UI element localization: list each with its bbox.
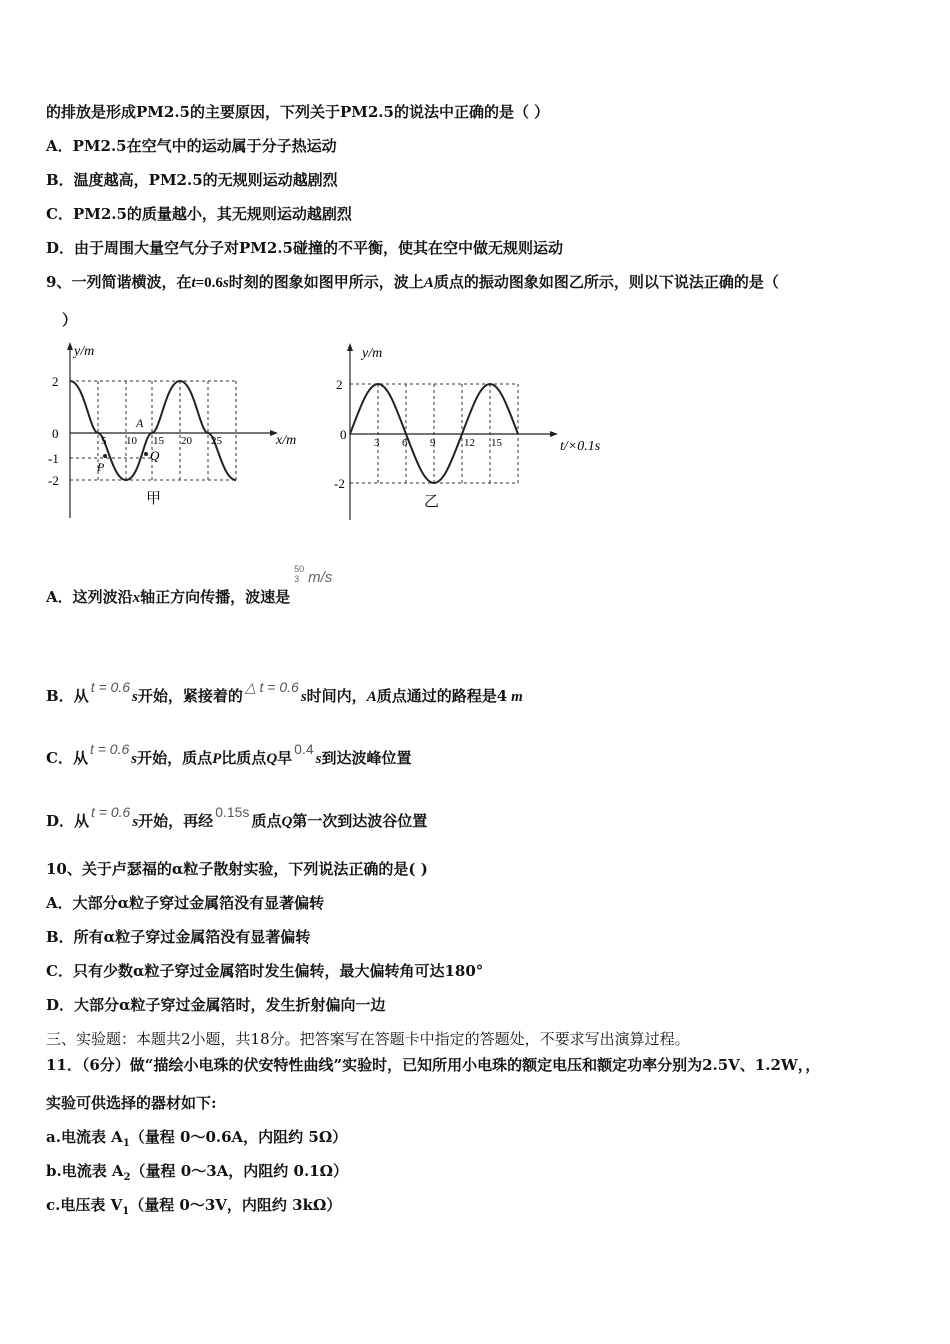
- yi-xtick-15: 15: [491, 437, 502, 449]
- section-3-heading: 三、实验题：本题共2小题，共18分。把答案写在答题卡中指定的答题处，不要求写出演算过程。: [46, 1030, 690, 1048]
- q8-option-b: B．温度越高，PM2.5的无规则运动越剧烈: [46, 171, 338, 189]
- item-post: （量程 0～3A，内阻约 0.1Ω）: [130, 1162, 348, 1180]
- q9-opt-c-mid: 开始，质点: [137, 749, 213, 767]
- q9-opt-b-t2: △ t = 0.6: [244, 679, 299, 695]
- fraction-unit: m/s: [308, 569, 333, 586]
- q9-opt-d-Q: Q: [281, 814, 293, 830]
- jia-label-p: P: [97, 460, 105, 474]
- q9-opt-c-label: C．从: [46, 749, 88, 767]
- yi-ytick-0: 0: [340, 427, 347, 442]
- q10-option-b: B．所有α粒子穿过金属箔没有显著偏转: [46, 928, 311, 946]
- q11-stem-2: 实验可供选择的器材如下:: [46, 1094, 217, 1112]
- jia-ytick-neg1: -1: [48, 451, 59, 466]
- q9-opt-c-mid3: 早: [277, 749, 293, 767]
- jia-caption: 甲: [146, 491, 162, 507]
- jia-xtick-5: 5: [101, 435, 107, 447]
- item-post: （量程 0～3V，内阻约 3kΩ）: [129, 1196, 342, 1214]
- yi-xtick-3: 3: [374, 437, 380, 449]
- jia-ylabel: y/m: [74, 344, 95, 359]
- q9-opt-d-end2: 第一次到达波谷位置: [292, 812, 428, 830]
- yi-xtick-9: 9: [430, 437, 436, 449]
- q9-opt-c-s1: s: [131, 751, 138, 767]
- q8-option-d: D．由于周围大量空气分子对PM2.5碰撞的不平衡，使其在空中做无规则运动: [46, 239, 563, 257]
- jia-xtick-15: 15: [153, 435, 164, 447]
- jia-xtick-10: 10: [126, 435, 137, 447]
- q9-opt-a-x: x: [132, 590, 141, 606]
- q9-opt-b-label: B．从: [46, 687, 89, 705]
- item-pre: b.电流表 A: [46, 1162, 124, 1180]
- q8-option-a: A．PM2.5在空气中的运动属于分子热运动: [46, 137, 337, 155]
- jia-wave-curve: [70, 381, 236, 480]
- jia-label-q: Q: [150, 448, 160, 463]
- q9-option-c: [46, 741, 412, 769]
- figure-yi: [330, 338, 630, 528]
- q9-opt-d-s1: s: [132, 814, 139, 830]
- q9-opt-d-t1: t = 0.6: [91, 804, 131, 820]
- q9-opt-b-end: 质点通过的路程是4: [376, 687, 508, 705]
- q9-stem-s: s: [222, 275, 229, 291]
- q9-opt-c-P: P: [212, 751, 222, 767]
- q9-opt-d-label: D．从: [46, 812, 90, 830]
- q9-opt-c-Q: Q: [266, 751, 278, 767]
- point-q: [144, 452, 148, 456]
- jia-ytick-0: 0: [52, 426, 59, 441]
- q9-opt-c-t1: t = 0.6: [89, 741, 130, 757]
- q9-opt-a-mid: 轴正方向传播，波速是: [140, 588, 291, 606]
- q9-opt-c-end: 到达波峰位置: [321, 749, 412, 767]
- q9-opt-d-v: 0.15s: [215, 804, 250, 820]
- q9-opt-d-mid: 开始，再经: [138, 812, 214, 830]
- jia-xtick-20: 20: [181, 435, 192, 447]
- q9-opt-a-fraction: [294, 564, 333, 586]
- q10-stem: 10、关于卢瑟福的α粒子散射实验，下列说法正确的是( ): [46, 860, 428, 878]
- q9-opt-b-s2: s: [300, 689, 307, 705]
- q9-stem-close: ）: [62, 311, 78, 329]
- q9-stem-A: A: [423, 275, 434, 291]
- q10-option-a: A．大部分α粒子穿过金属箔没有显著偏转: [46, 894, 325, 912]
- q9-option-a: [46, 564, 333, 608]
- q9-stem-b: 时刻的图象如图甲所示，波上: [228, 273, 424, 291]
- q9-opt-b-m: m: [511, 689, 523, 705]
- q9-stem-a: 一列简谐横波，在: [71, 273, 192, 291]
- q9-opt-b-t1: t = 0.6: [90, 679, 130, 695]
- yi-xlabel: t/×0.1s: [560, 439, 601, 454]
- figure-jia: [40, 338, 320, 528]
- q9-opt-b-s1: s: [132, 689, 138, 705]
- jia-ytick-neg2: -2: [48, 473, 59, 488]
- q10-option-d: D．大部分α粒子穿过金属箔时，发生折射偏向一边: [46, 996, 386, 1014]
- q11-stem: 11．（6分）做“描绘小电珠的伏安特性曲线”实验时，已知所用小电珠的额定电压和额定功率分别为2.5V、1.2W，，: [46, 1056, 821, 1074]
- yi-caption: 乙: [424, 494, 440, 510]
- q9-stem-val: =0.6: [195, 275, 223, 291]
- yi-ytick-2: 2: [336, 377, 343, 392]
- yi-axes: [347, 343, 558, 520]
- item-sub: 1: [122, 1138, 130, 1149]
- q9-opt-a-label: A．这列波沿: [46, 588, 133, 606]
- yi-xtick-12: 12: [464, 437, 475, 449]
- q11-item-b: [46, 1161, 348, 1188]
- q9-stem-c: 质点的振动图象如图乙所示，则以下说法正确的是（: [433, 273, 779, 291]
- item-pre: a.电流表 A: [46, 1128, 123, 1146]
- yi-ylabel: y/m: [362, 346, 383, 361]
- item-post: （量程 0～0.6A，内阻约 5Ω）: [129, 1128, 348, 1146]
- fraction-denominator: 3: [294, 574, 300, 584]
- q9-opt-b-A: A: [366, 689, 377, 705]
- jia-ytick-2: 2: [52, 374, 59, 389]
- item-sub: 1: [122, 1206, 130, 1217]
- q9-number: 9、: [46, 273, 72, 291]
- q10-option-c: C．只有少数α粒子穿过金属箔时发生偏转，最大偏转角可达180°: [46, 962, 484, 980]
- jia-label-a: A: [136, 416, 144, 430]
- q9-option-d: [46, 804, 428, 832]
- point-p: [103, 454, 107, 458]
- q9-option-b: [46, 679, 523, 707]
- item-pre: c.电压表 V: [46, 1196, 123, 1214]
- jia-xtick-25: 25: [211, 435, 222, 447]
- q9-stem-t: t: [191, 275, 196, 291]
- yi-ytick-neg2: -2: [334, 476, 345, 491]
- q9-opt-c-s2: s: [315, 751, 322, 767]
- q9-opt-b-mid: 开始，紧接着的: [137, 687, 243, 705]
- q11-item-c: [46, 1195, 341, 1222]
- item-sub: 2: [123, 1172, 131, 1183]
- q8-stem: 的排放是形成PM2.5的主要原因，下列关于PM2.5的说法中正确的是（ ）: [46, 103, 550, 121]
- jia-axes: [67, 342, 278, 518]
- q9-opt-b-mid2: 时间内，: [306, 687, 367, 705]
- jia-xlabel: x/m: [276, 433, 297, 448]
- q9-opt-c-v: 0.4: [294, 741, 314, 757]
- yi-xtick-6: 6: [402, 437, 408, 449]
- q8-option-c: C．PM2.5的质量越小，其无规则运动越剧烈: [46, 205, 352, 223]
- q9-opt-d-end: 质点: [251, 812, 282, 830]
- q9-stem: [46, 272, 779, 293]
- q11-item-a: [46, 1127, 347, 1154]
- q9-opt-c-mid2: 比质点: [221, 749, 267, 767]
- fraction-numerator: 50: [294, 564, 305, 574]
